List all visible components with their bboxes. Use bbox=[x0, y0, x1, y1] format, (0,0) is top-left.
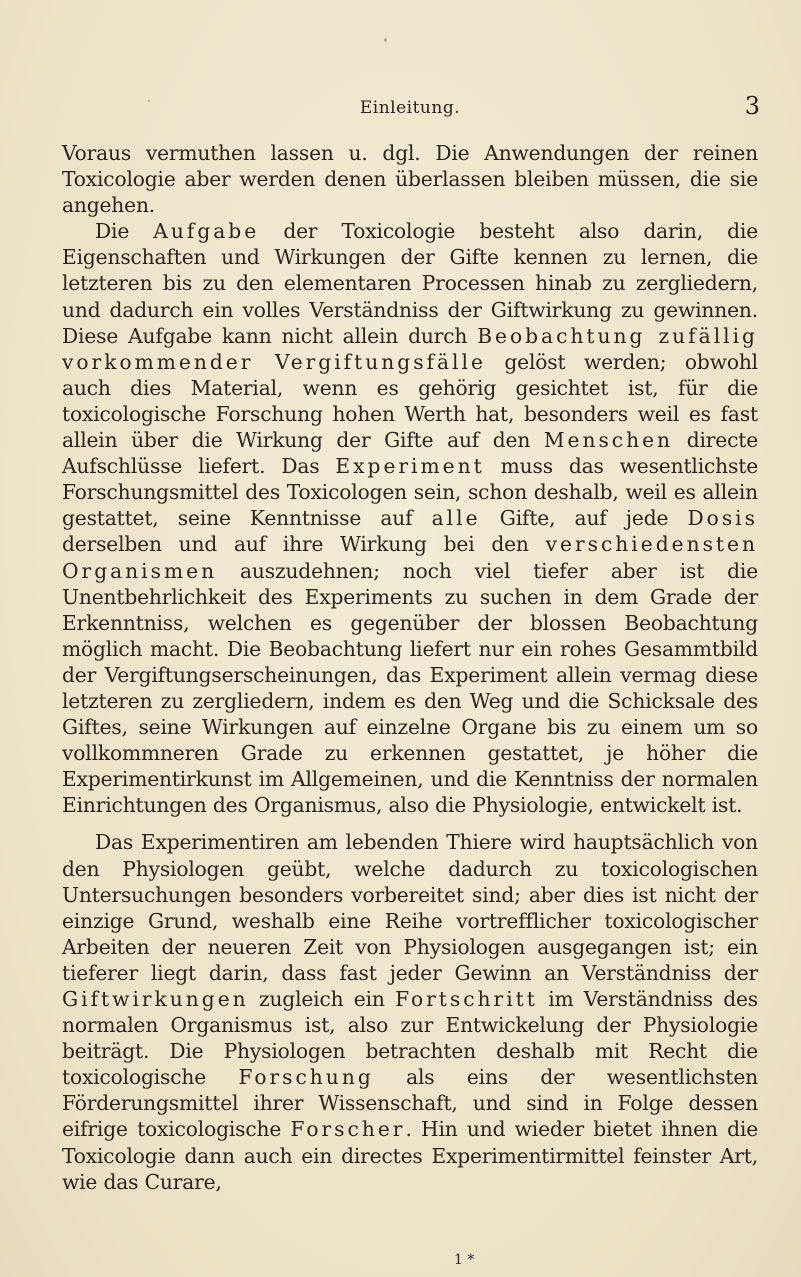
spaced-emphasis: Dosis bbox=[687, 506, 758, 531]
spaced-emphasis: Beobachtung zufällig vorkommender Vergiftungsfälle bbox=[62, 323, 758, 374]
paragraph-3 bbox=[62, 829, 758, 1194]
spaced-emphasis: Aufgabe bbox=[153, 219, 260, 244]
text-run: Die bbox=[95, 219, 154, 244]
text-run: auszudehnen; noch viel tiefer aber ist die Unentbehrlichkeit des Experiments zu suchen in dem Grade der Erkenntniss, welchen es gegenüber der blossen Beobachtung möglich macht. Die Beobachtung liefert nur ein rohes Gesammtbild der Vergiftungserscheinungen, das Experiment allein vermag diese letzteren zu zergliedern, indem es den Weg und die Schicksale des Giftes, seine Wirkungen auf einzelne Organe bis zu einem um so vollkommneren Grade zu erkennen gestattet, je höher die Experimentirkunst im Allgemeinen, und die Kenntniss der normalen Einrichtungen des Organismus, also die Physiologie, entwickelt ist. bbox=[62, 558, 758, 818]
text-run: directe Aufschlüsse liefert. Das bbox=[62, 428, 758, 479]
text-run: gelöst werden; obwohl auch dies Material, wenn es gehörig gesichtet ist, für die toxicologische Forschung hohen Werth hat, besonders weil es fast allein über die Wirkung der Gifte auf den bbox=[62, 349, 758, 453]
paper-speck bbox=[148, 100, 150, 102]
text-run: als eins der wesentlichsten Förderungsmittel ihrer Wissenschaft, und sind in Folge dessen eifrige toxicologische bbox=[62, 1065, 758, 1142]
text-run: Das Experimentiren am lebenden Thiere wird hauptsächlich von den Physiologen geübt, welche dadurch zu toxicologischen Untersuchungen besonders vorbereitet sind; aber dies ist nicht der einzige Grund, weshalb eine Reihe vortrefflicher toxicologischer Arbeiten der neueren Zeit von Physiologen ausgegangen ist; ein tieferer liegt darin, dass fast jeder Gewinn an Verständniss der bbox=[62, 830, 758, 985]
text-run: Voraus vermuthen lassen u. dgl. Die Anwendungen der reinen Toxicologie aber werden denen überlassen bleiben müssen, die sie angehen. bbox=[62, 141, 758, 218]
paragraph-1 bbox=[62, 140, 758, 218]
text-run: . Hin und wieder bietet ihnen die Toxicologie dann auch ein directes Experimentirmittel feinster Art, wie das Curare, bbox=[62, 1117, 758, 1194]
paragraph-2 bbox=[62, 218, 758, 818]
text-run: zugleich ein bbox=[248, 987, 396, 1011]
text-run: muss das wesentlichste Forschungsmittel des Toxicologen sein, schon deshalb, weil es allein gestattet, seine Kenntnisse auf bbox=[62, 454, 758, 531]
text-run: Gifte, auf jede bbox=[480, 506, 688, 531]
text-run: derselben und auf ihre Wirkung bei den bbox=[62, 532, 546, 557]
page-header bbox=[60, 92, 760, 122]
spaced-emphasis: Forschung bbox=[238, 1065, 374, 1090]
spaced-emphasis: Menschen bbox=[543, 428, 674, 453]
spaced-emphasis: alle bbox=[431, 506, 481, 531]
paper-speck bbox=[384, 38, 387, 42]
signature-mark: 1 * bbox=[454, 1252, 475, 1268]
spaced-emphasis: Experiment bbox=[335, 454, 485, 479]
spaced-emphasis: verschiedensten Organismen bbox=[62, 532, 758, 583]
spaced-emphasis: Forscher bbox=[290, 1117, 406, 1142]
spaced-emphasis: Giftwirkungen bbox=[62, 987, 249, 1011]
text-run: der Toxicologie besteht also darin, die Eigenschaften und Wirkungen der Gifte kennen zu lernen, die letzteren bis zu den elementaren Processen hinab zu zergliedern, und dadurch ein volles Verständniss der Giftwirkung zu gewinnen. Diese Aufgabe kann nicht allein durch bbox=[62, 219, 759, 348]
running-head: Einleitung. bbox=[359, 98, 461, 118]
page-number: 3 bbox=[744, 92, 760, 120]
body-text bbox=[62, 140, 758, 1195]
spaced-emphasis: Fortschritt bbox=[395, 987, 538, 1011]
text-run: im Verständniss des normalen Organismus ist, also zur Entwickelung der Physiologie beiträgt. Die Physiologen betrachten deshalb mit Recht die toxicologische bbox=[62, 987, 758, 1090]
